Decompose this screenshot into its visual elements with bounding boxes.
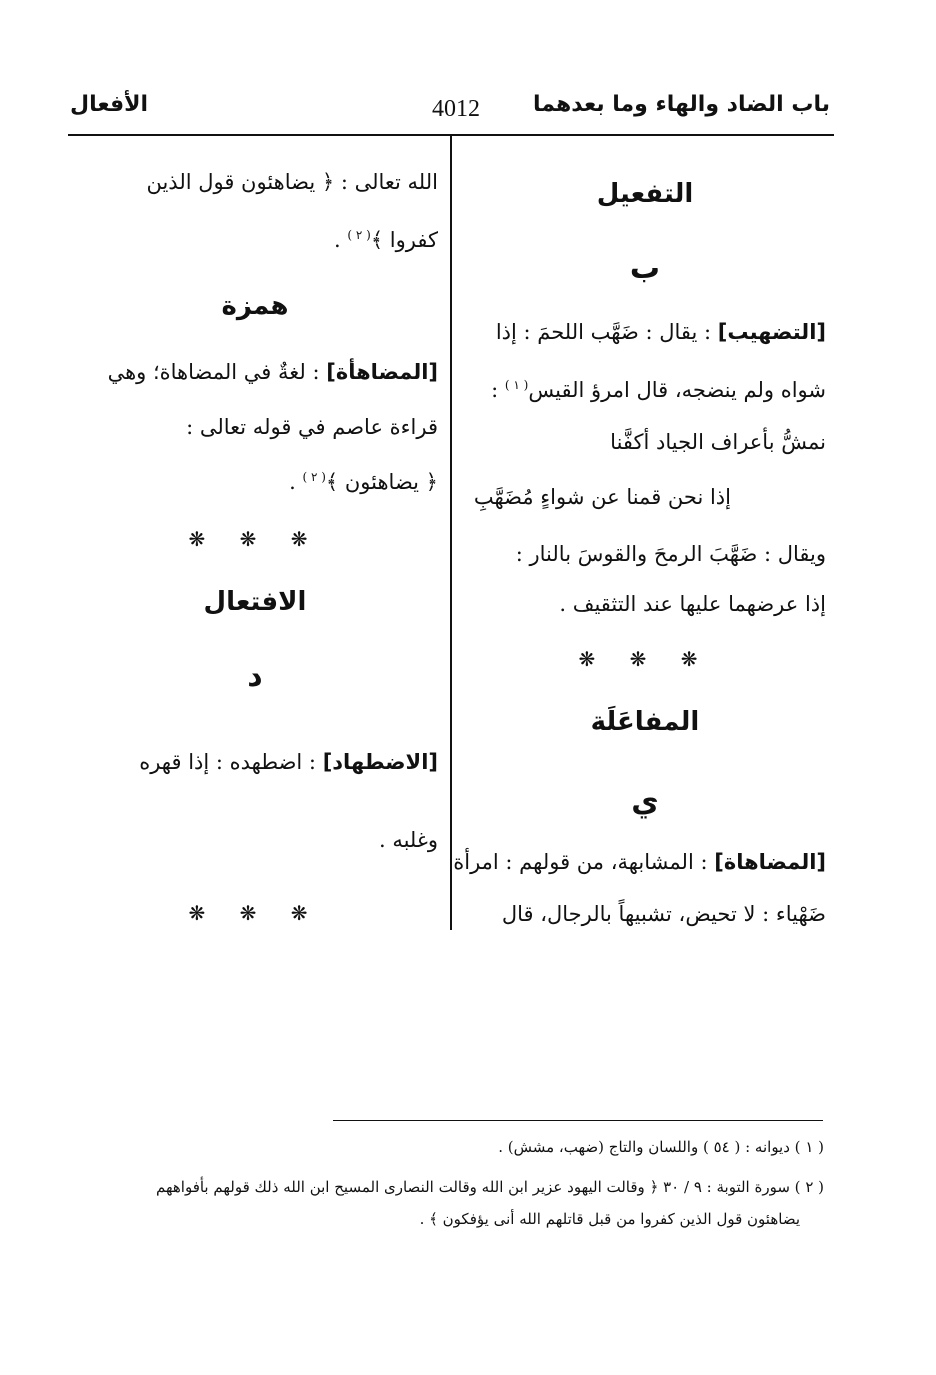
footnote-rule	[333, 1120, 823, 1121]
page-number: 4012	[432, 96, 480, 122]
footnote-ref: ( ١ )	[504, 378, 529, 392]
entry-text: : اضطهده : إذا قهره	[139, 750, 316, 774]
heading-hamza: همزة	[221, 291, 289, 321]
section-title: الأفعال	[70, 92, 149, 117]
entry-idtihad-line1	[139, 750, 438, 774]
letter-ya: ي	[631, 784, 659, 819]
letter-dal: د	[247, 659, 263, 694]
running-header	[70, 92, 830, 132]
entry-text: شواه ولم ينضجه، قال امرؤ القيس	[528, 378, 826, 402]
quran-quote: ﴿ يضاهئون ﴾	[325, 470, 438, 494]
chapter-title: باب الضاد والهاء وما بعدهما	[532, 92, 830, 117]
heading-mufa3ala: المفاعَلَة	[590, 707, 700, 737]
entry-tadhib-line4: إذا عرضهما عليها عند التثقيف .	[559, 592, 826, 616]
entry-term: [الاضطهاد]	[322, 750, 438, 774]
entry-term: [المضاهأة]	[326, 360, 438, 384]
entry-text: : المشابهة، من قولهم : امرأة	[453, 850, 708, 874]
letter-ba: ب	[629, 251, 661, 286]
column-divider	[450, 135, 452, 930]
entry-text: :	[491, 378, 499, 402]
entry-tadhib-line3: ويقال : ضَهَّبَ الرمحَ والقوسَ بالنار :	[515, 542, 826, 566]
quran-quote: كفروا ﴾	[370, 228, 438, 252]
entry-text: .	[334, 228, 341, 252]
entry-text: : لغةٌ في المضاهاة؛ وهي	[107, 360, 320, 384]
entry-tadhib-line2	[491, 378, 826, 402]
entry-tadhib-line1	[496, 320, 826, 344]
entry-term: [التضهيب]	[717, 320, 826, 344]
entry-mudahat-line1	[453, 850, 826, 874]
entry-mudaha2a-line3	[289, 470, 438, 494]
section-separator: ❋ ❋ ❋	[188, 901, 322, 925]
footnote-ref: ( ٢ )	[302, 470, 326, 484]
entry-text: : يقال : ضَهَّب اللحمَ : إذا	[495, 320, 712, 344]
verse-line2: إذا نحن قمنا عن شواءٍ مُضَهَّبِ	[473, 485, 731, 509]
left-line2	[334, 228, 438, 252]
entry-term: [المضاهاة]	[714, 850, 826, 874]
heading-ifti3al: الافتعال	[203, 587, 307, 617]
section-separator: ❋ ❋ ❋	[188, 527, 322, 551]
footnote-2-line2: يضاهئون قول الذين كفروا من قبل قاتلهم الله أنى يؤفكون ﴾ .	[419, 1210, 800, 1228]
heading-taf3il: التفعيل	[596, 179, 694, 209]
verse-line1: نمشُّ بأعراف الجياد أكفَّنا	[610, 430, 826, 454]
left-line1: الله تعالى : ﴿ يضاهئون قول الذين	[146, 170, 438, 194]
entry-mudaha2a-line1	[108, 360, 438, 384]
entry-mudahat-line2: ضَهْياء : لا تحيض، تشبيهاً بالرجال، قال	[501, 902, 826, 926]
footnote-ref: ( ٢ )	[347, 228, 371, 242]
entry-idtihad-line2: وغلبه .	[378, 828, 438, 852]
entry-text: .	[289, 470, 296, 494]
entry-mudaha2a-line2: قراءة عاصم في قوله تعالى :	[186, 415, 438, 439]
footnote-1: ( ١ ) ديوانه : ( ٥٤ ) واللسان والتاج (ضهب، مشش) .	[498, 1138, 824, 1156]
footnote-2-line1: ( ٢ ) سورة التوبة : ٩ / ٣٠ ﴿ وقالت اليهود عزير ابن الله وقالت النصارى المسيح ابن الله ذلك قولهم بأفواههم	[155, 1178, 824, 1196]
section-separator: ❋ ❋ ❋	[578, 647, 712, 671]
